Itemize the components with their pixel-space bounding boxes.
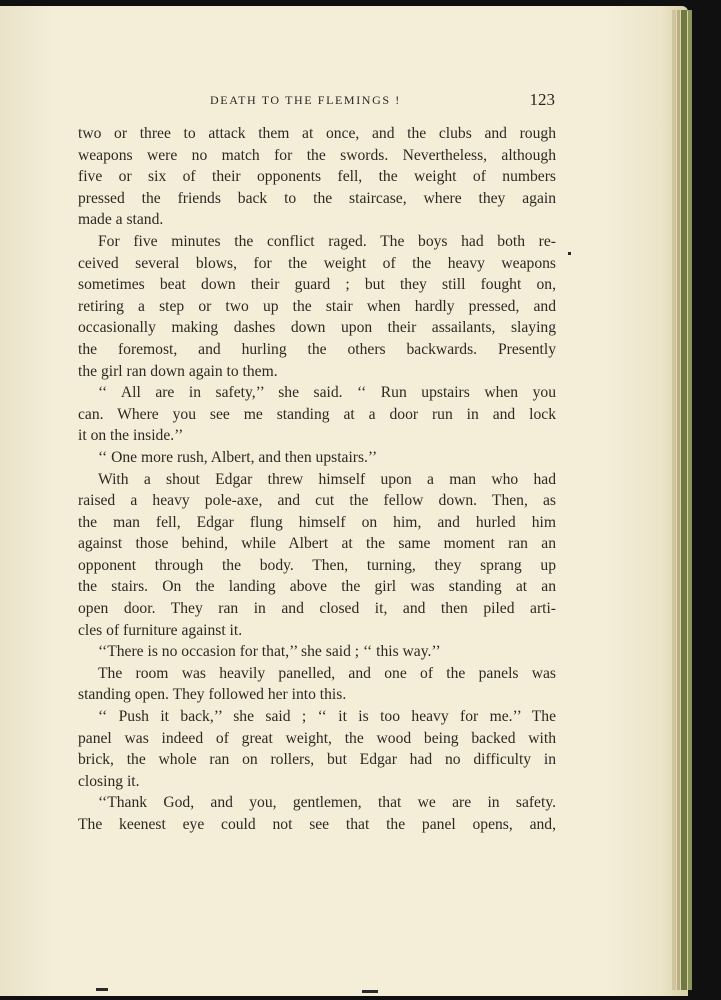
- text-line: it on the inside.’’: [78, 427, 184, 445]
- text-line: occasionally making dashes down upon their assailants, slaying: [78, 319, 556, 337]
- text-line: open door. They ran in and closed it, and then piled arti-: [78, 600, 556, 618]
- book-cover-edge: [688, 10, 692, 990]
- text-line: standing open. They followed her into this.: [78, 686, 347, 704]
- text-line: five or six of their opponents fell, the weight of numbers: [78, 168, 556, 186]
- text-line: With a shout Edgar threw himself upon a man who had: [98, 470, 556, 488]
- text-line: ‘‘There is no occasion for that,’’ she said ; ‘‘ this way.’’: [98, 643, 441, 661]
- running-head: [210, 90, 555, 114]
- book-cover-edge: [681, 10, 687, 990]
- text-line: ceived several blows, for the weight of the heavy weapons: [78, 254, 556, 272]
- text-line: opponent through the body. Then, turning, they sprang up: [78, 556, 556, 574]
- text-line: raised a heavy pole-axe, and cut the fellow down. Then, as: [78, 492, 556, 510]
- text-line: the stairs. On the landing above the girl was standing at an: [78, 578, 556, 596]
- text-line: brick, the whole ran on rollers, but Edgar had no difficulty in: [78, 751, 556, 769]
- text-line: ‘‘ All are in safety,’’ she said. ‘‘ Run upstairs when you: [98, 384, 556, 402]
- text-line: panel was indeed of great weight, the wood being backed with: [78, 729, 556, 747]
- text-line: the foremost, and hurling the others backwards. Presently: [78, 340, 556, 358]
- page-number: 123: [529, 90, 555, 109]
- page-edge: [672, 10, 676, 990]
- text-line: The room was heavily panelled, and one of the panels was: [98, 664, 556, 682]
- text-line: two or three to attack them at once, and the clubs and rough: [78, 125, 556, 142]
- header-title: DEATH TO THE FLEMINGS !: [210, 93, 401, 107]
- text-line: the girl ran down again to them.: [78, 362, 278, 380]
- page-edge: [677, 10, 680, 990]
- text-line: weapons were no match for the swords. Nevertheless, although: [78, 146, 556, 164]
- text-line: ‘‘Thank God, and you, gentlemen, that we are in safety.: [98, 794, 556, 812]
- text-line: can. Where you see me standing at a door run in and lock: [78, 405, 556, 423]
- text-line: made a stand.: [78, 211, 164, 229]
- text-line: the man fell, Edgar flung himself on him, and hurled him: [78, 513, 556, 531]
- scan-speck: [568, 252, 571, 255]
- text-line: closing it.: [78, 772, 140, 790]
- text-line: against those behind, while Albert at the same moment ran an: [78, 535, 556, 553]
- text-line: sometimes beat down their guard ; but they still fought on,: [78, 276, 556, 294]
- body-text: [78, 123, 556, 836]
- text-line: For five minutes the conflict raged. The boys had both re-: [98, 232, 556, 250]
- scan-speck: [96, 988, 108, 991]
- scan-speck: [362, 990, 378, 993]
- text-line: cles of furniture against it.: [78, 621, 243, 639]
- text-line: pressed the friends back to the staircase, where they again: [78, 189, 556, 207]
- text-line: ‘‘ One more rush, Albert, and then upstairs.’’: [98, 448, 378, 466]
- text-line: retiring a step or two up the stair when hardly pressed, and: [78, 297, 556, 315]
- text-line: ‘‘ Push it back,’’ she said ; ‘‘ it is too heavy for me.’’ The: [98, 708, 556, 726]
- text-line: The keenest eye could not see that the panel opens, and,: [78, 816, 556, 833]
